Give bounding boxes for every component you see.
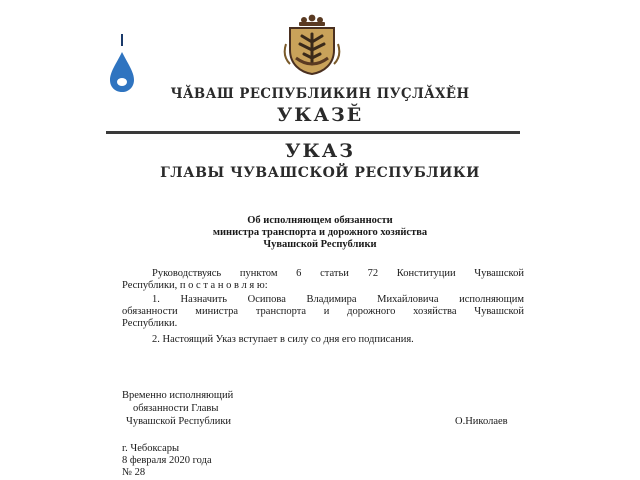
header-divider — [106, 131, 520, 134]
signatory-role-line-3: Чувашской Республики — [126, 416, 232, 427]
signatory-name: О.Николаев — [455, 416, 508, 427]
clause-1-line-2: обязанности министра транспорта и дорожного хозяйства Чувашской — [122, 306, 524, 317]
signatory-role-line-1: Временно исполняющий — [122, 390, 234, 401]
header-chuvash-republic: ЧĂВАШ РЕСПУБЛИКИН ПУÇЛĂХĔН — [170, 86, 470, 102]
signatory-role-line-2: обязанности Главы — [133, 403, 219, 414]
document-title-line-1: Об исполняющем обязанности — [247, 215, 393, 226]
clause-2: 2. Настоящий Указ вступает в силу со дня его подписания. — [152, 334, 414, 345]
clause-1-line-3: Республики. — [122, 318, 178, 329]
header-chuvash-decree: УКАЗĔ — [276, 104, 364, 126]
header-russian-head: ГЛАВЫ ЧУВАШСКОЙ РЕСПУБЛИКИ — [160, 165, 480, 181]
clause-1-line-1: 1. Назначить Осипова Владимира Михайловича исполняющим — [152, 294, 524, 305]
issue-city: г. Чебоксары — [122, 443, 180, 454]
issue-date: 8 февраля 2020 года — [122, 455, 212, 466]
blue-drop-icon — [108, 34, 136, 94]
preamble-line-1: Руководствуясь пунктом 6 статьи 72 Конституции Чувашской — [152, 268, 524, 279]
header-russian-decree: УКАЗ — [285, 140, 355, 162]
preamble-line-2: Республики, п о с т а н о в л я ю: — [122, 280, 268, 291]
document-title-line-3: Чувашской Республики — [263, 239, 377, 250]
decree-number: № 28 — [122, 467, 146, 478]
chuvash-coat-of-arms-icon — [282, 14, 342, 76]
document-title-line-2: министра транспорта и дорожного хозяйства — [212, 227, 428, 238]
